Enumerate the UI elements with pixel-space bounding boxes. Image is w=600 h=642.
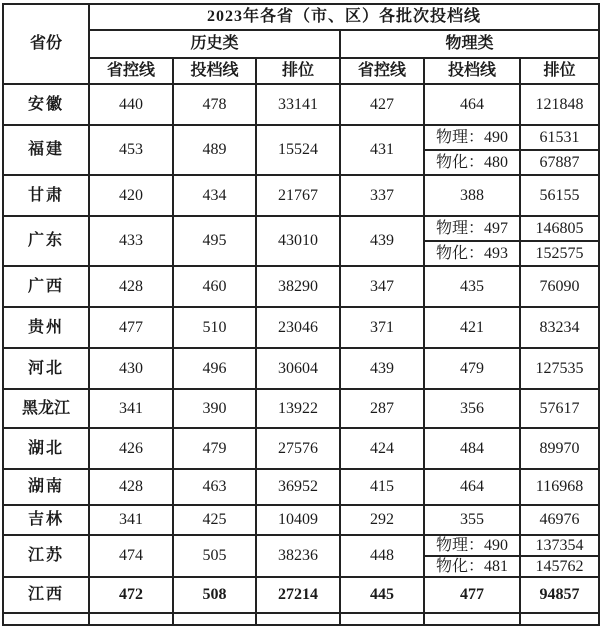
table-body bbox=[3, 84, 599, 625]
table-row-highlight bbox=[3, 577, 599, 613]
col-header-hist-admission-line: 投档线 bbox=[173, 58, 256, 84]
cell-province: 江西 bbox=[3, 577, 89, 613]
cell-phys-control: 427 bbox=[340, 84, 424, 125]
cell-province: 甘肃 bbox=[3, 175, 89, 216]
cell-hist-rank: 23046 bbox=[256, 307, 340, 348]
col-header-hist-control-line: 省控线 bbox=[89, 58, 173, 84]
cell-phys-rank: 56155 bbox=[520, 175, 599, 216]
cell-hist-line: 508 bbox=[173, 577, 256, 613]
cell-province: 广东 bbox=[3, 216, 89, 266]
cell-hist-rank: 27576 bbox=[256, 428, 340, 469]
cell-phys-rank: 127535 bbox=[520, 348, 599, 389]
cell-phys-control: 448 bbox=[340, 535, 424, 577]
col-header-phys-admission-line: 投档线 bbox=[424, 58, 520, 84]
cell-empty bbox=[424, 613, 520, 625]
cell-empty bbox=[89, 613, 173, 625]
col-header-phys-rank: 排位 bbox=[520, 58, 599, 84]
cell-hist-line: 505 bbox=[173, 535, 256, 577]
cell-phys-line: 435 bbox=[424, 266, 520, 307]
cell-phys-line-physchem: 物化：493 bbox=[424, 241, 520, 266]
cell-hist-control: 341 bbox=[89, 389, 173, 428]
cell-phys-control: 371 bbox=[340, 307, 424, 348]
cell-hist-line: 425 bbox=[173, 505, 256, 535]
cell-hist-rank: 30604 bbox=[256, 348, 340, 389]
cell-phys-rank-physics: 61531 bbox=[520, 125, 599, 150]
cell-province: 福建 bbox=[3, 125, 89, 175]
table-header bbox=[3, 4, 599, 84]
table-row bbox=[3, 469, 599, 505]
col-header-phys-control-line: 省控线 bbox=[340, 58, 424, 84]
cell-phys-rank: 89970 bbox=[520, 428, 599, 469]
cell-phys-line: 355 bbox=[424, 505, 520, 535]
cell-hist-line: 510 bbox=[173, 307, 256, 348]
cell-phys-control: 287 bbox=[340, 389, 424, 428]
cell-phys-control: 439 bbox=[340, 348, 424, 389]
cell-phys-line: 477 bbox=[424, 577, 520, 613]
cell-hist-control: 440 bbox=[89, 84, 173, 125]
cell-phys-rank-physics: 146805 bbox=[520, 216, 599, 241]
table-row bbox=[3, 266, 599, 307]
cell-phys-control: 292 bbox=[340, 505, 424, 535]
cell-phys-rank: 121848 bbox=[520, 84, 599, 125]
cell-empty bbox=[520, 613, 599, 625]
cell-empty bbox=[340, 613, 424, 625]
cell-hist-control: 428 bbox=[89, 469, 173, 505]
cell-empty bbox=[3, 613, 89, 625]
table-row bbox=[3, 125, 599, 150]
cell-hist-line: 463 bbox=[173, 469, 256, 505]
cell-province: 黑龙江 bbox=[3, 389, 89, 428]
cell-phys-line: 464 bbox=[424, 469, 520, 505]
cell-phys-line-physchem: 物化：481 bbox=[424, 556, 520, 577]
cell-province: 湖北 bbox=[3, 428, 89, 469]
cell-phys-rank-physchem: 152575 bbox=[520, 241, 599, 266]
cell-hist-line: 434 bbox=[173, 175, 256, 216]
table-row-partial bbox=[3, 613, 599, 625]
cell-hist-rank: 10409 bbox=[256, 505, 340, 535]
cell-phys-rank: 94857 bbox=[520, 577, 599, 613]
cell-hist-control: 477 bbox=[89, 307, 173, 348]
cell-province: 贵州 bbox=[3, 307, 89, 348]
cell-phys-line: 421 bbox=[424, 307, 520, 348]
cell-hist-line: 495 bbox=[173, 216, 256, 266]
cell-hist-rank: 27214 bbox=[256, 577, 340, 613]
cell-hist-rank: 38236 bbox=[256, 535, 340, 577]
cell-province: 湖南 bbox=[3, 469, 89, 505]
cell-hist-rank: 43010 bbox=[256, 216, 340, 266]
table-row bbox=[3, 535, 599, 556]
cell-phys-rank: 46976 bbox=[520, 505, 599, 535]
cell-hist-control: 433 bbox=[89, 216, 173, 266]
cell-phys-control: 337 bbox=[340, 175, 424, 216]
group-header-history: 历史类 bbox=[89, 30, 340, 58]
cell-hist-rank: 33141 bbox=[256, 84, 340, 125]
cell-phys-line-physics: 物理：490 bbox=[424, 535, 520, 556]
cell-hist-control: 420 bbox=[89, 175, 173, 216]
table-row bbox=[3, 84, 599, 125]
cell-hist-control: 472 bbox=[89, 577, 173, 613]
province-column-header: 省份 bbox=[3, 4, 89, 84]
cell-hist-line: 489 bbox=[173, 125, 256, 175]
cell-phys-rank-physics: 137354 bbox=[520, 535, 599, 556]
cell-phys-line-physchem: 物化：480 bbox=[424, 150, 520, 175]
cell-hist-rank: 21767 bbox=[256, 175, 340, 216]
table-row bbox=[3, 505, 599, 535]
table-row bbox=[3, 307, 599, 348]
cell-phys-line: 356 bbox=[424, 389, 520, 428]
cell-province: 广西 bbox=[3, 266, 89, 307]
col-header-hist-rank: 排位 bbox=[256, 58, 340, 84]
cell-province: 吉林 bbox=[3, 505, 89, 535]
cell-phys-control: 439 bbox=[340, 216, 424, 266]
header-row-groups bbox=[3, 30, 599, 58]
cell-hist-line: 479 bbox=[173, 428, 256, 469]
cell-phys-line-physics: 物理：490 bbox=[424, 125, 520, 150]
cell-hist-line: 496 bbox=[173, 348, 256, 389]
cell-phys-rank: 57617 bbox=[520, 389, 599, 428]
cell-hist-line: 478 bbox=[173, 84, 256, 125]
cell-phys-rank: 83234 bbox=[520, 307, 599, 348]
cell-phys-line: 388 bbox=[424, 175, 520, 216]
group-header-physics: 物理类 bbox=[340, 30, 599, 58]
cell-hist-control: 453 bbox=[89, 125, 173, 175]
cell-phys-rank-physchem: 67887 bbox=[520, 150, 599, 175]
table-row bbox=[3, 175, 599, 216]
cell-phys-control: 445 bbox=[340, 577, 424, 613]
cell-empty bbox=[173, 613, 256, 625]
cell-phys-line: 484 bbox=[424, 428, 520, 469]
cell-province: 河北 bbox=[3, 348, 89, 389]
cell-province: 安徽 bbox=[3, 84, 89, 125]
cell-hist-control: 341 bbox=[89, 505, 173, 535]
cell-phys-control: 424 bbox=[340, 428, 424, 469]
cell-hist-rank: 36952 bbox=[256, 469, 340, 505]
table-row bbox=[3, 216, 599, 241]
admission-score-table bbox=[2, 3, 600, 626]
table-row bbox=[3, 348, 599, 389]
header-row-title bbox=[3, 4, 599, 30]
cell-province: 江苏 bbox=[3, 535, 89, 577]
cell-hist-rank: 38290 bbox=[256, 266, 340, 307]
cell-phys-line: 464 bbox=[424, 84, 520, 125]
cell-hist-control: 428 bbox=[89, 266, 173, 307]
table-title: 2023年各省（市、区）各批次投档线 bbox=[89, 4, 599, 30]
cell-hist-rank: 13922 bbox=[256, 389, 340, 428]
cell-empty bbox=[256, 613, 340, 625]
cell-hist-line: 390 bbox=[173, 389, 256, 428]
cell-hist-rank: 15524 bbox=[256, 125, 340, 175]
cell-hist-control: 474 bbox=[89, 535, 173, 577]
header-row-columns bbox=[3, 58, 599, 84]
cell-phys-line: 479 bbox=[424, 348, 520, 389]
cell-phys-rank-physchem: 145762 bbox=[520, 556, 599, 577]
cell-phys-rank: 76090 bbox=[520, 266, 599, 307]
table-row bbox=[3, 389, 599, 428]
cell-hist-control: 426 bbox=[89, 428, 173, 469]
cell-phys-rank: 116968 bbox=[520, 469, 599, 505]
cell-phys-control: 347 bbox=[340, 266, 424, 307]
cell-phys-control: 415 bbox=[340, 469, 424, 505]
cell-hist-line: 460 bbox=[173, 266, 256, 307]
cell-phys-control: 431 bbox=[340, 125, 424, 175]
cell-hist-control: 430 bbox=[89, 348, 173, 389]
cell-phys-line-physics: 物理：497 bbox=[424, 216, 520, 241]
table-row bbox=[3, 428, 599, 469]
